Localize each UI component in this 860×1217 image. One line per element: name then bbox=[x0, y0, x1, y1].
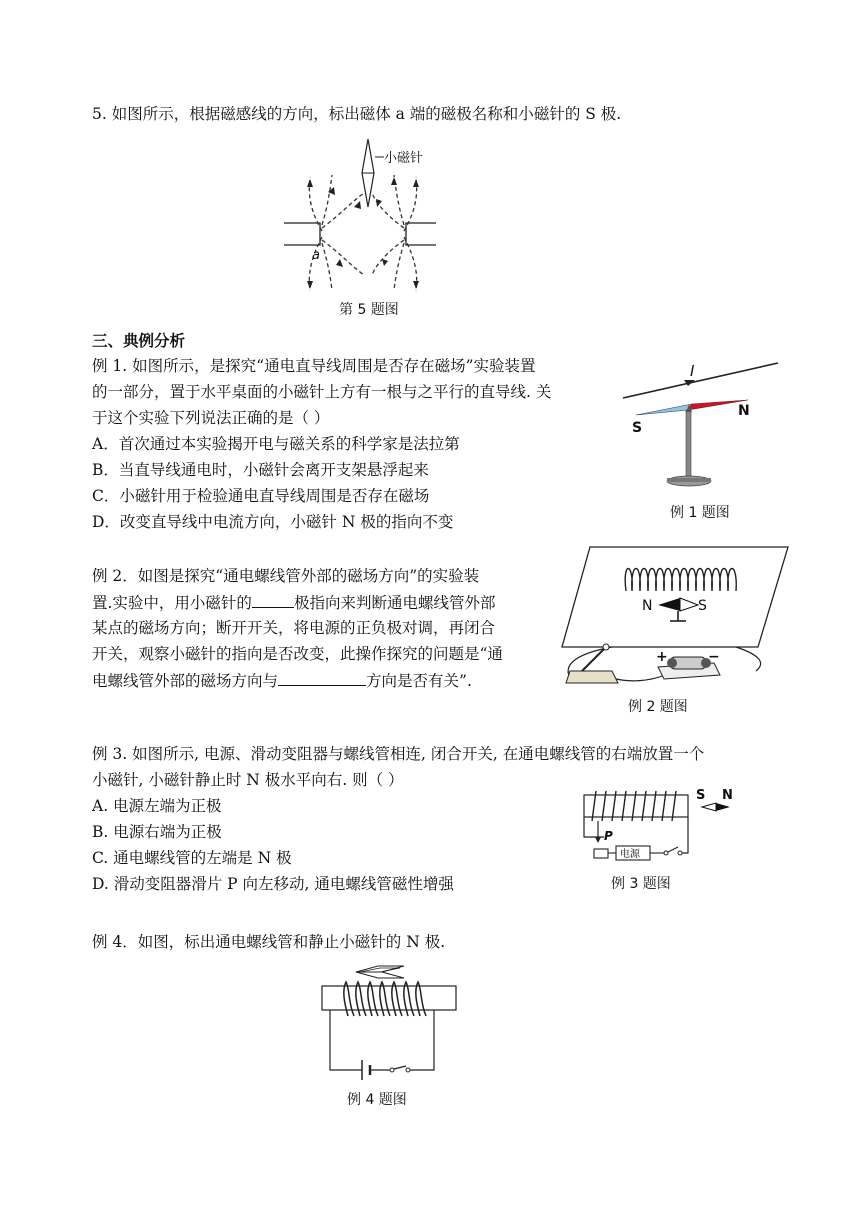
ex2-line-2b: 极指向来判断通电螺线管外部 bbox=[293, 594, 496, 612]
q5-text: 5. 如图所示，根据磁感线的方向，标出磁体 a 端的磁极名称和小磁针的 S 极. bbox=[92, 105, 622, 123]
ex1-caption: 例 1 题图 bbox=[670, 505, 730, 521]
ex3-option-b: B. 电源右端为正极 bbox=[92, 823, 222, 841]
ex3-n-label: N bbox=[722, 788, 733, 803]
ex2-line-5 bbox=[92, 670, 472, 691]
q5-caption: 第 5 题图 bbox=[339, 302, 399, 318]
ex4-figure bbox=[318, 962, 458, 1082]
ex2-plus-label: + bbox=[656, 649, 668, 665]
ex3-caption: 例 3 题图 bbox=[611, 876, 671, 892]
ex1-figure bbox=[620, 360, 780, 495]
ex4-caption: 例 4 题图 bbox=[347, 1092, 407, 1108]
ex3-line-2: 小磁针, 小磁针静止时 N 极水平向右. 则（ ） bbox=[92, 771, 404, 789]
ex2-figure bbox=[560, 543, 790, 693]
ex1-n-label: N bbox=[738, 403, 750, 419]
ex1-s-label: S bbox=[632, 420, 643, 436]
ex1-option-a: A．首次通过本实验揭开电与磁关系的科学家是法拉第 bbox=[92, 435, 460, 453]
ex2-line-2 bbox=[92, 592, 495, 613]
ex2-line-2a: 置.实验中，用小磁针的 bbox=[92, 594, 252, 612]
ex3-p-label: P bbox=[604, 829, 613, 843]
ex3-s-label: S bbox=[696, 788, 706, 803]
ex2-line-4: 开关，观察小磁针的指向是否改变，此操作探究的问题是“通 bbox=[92, 645, 503, 663]
ex1-line-2: 的一部分，置于水平桌面的小磁针上方有一根与之平行的直导线. 关 bbox=[92, 383, 552, 401]
ex2-n-label: N bbox=[642, 598, 653, 614]
ex3-option-c: C. 通电螺线管的左端是 N 极 bbox=[92, 849, 292, 867]
ex3-power-label: 电源 bbox=[620, 849, 640, 860]
ex1-line-1: 例 1. 如图所示，是探究“通电直导线周围是否存在磁场”实验装置 bbox=[92, 357, 536, 375]
q5-needle-label: 小磁针 bbox=[384, 151, 424, 166]
ex3-option-a: A. 电源左端为正极 bbox=[92, 797, 222, 815]
q5-figure bbox=[280, 135, 440, 295]
ex1-line-3: 于这个实验下列说法正确的是（ ） bbox=[92, 409, 330, 427]
ex1-option-c: C．小磁针用于检验通电直导线周围是否存在磁场 bbox=[92, 487, 430, 505]
ex1-current-label: I bbox=[690, 362, 695, 380]
q5-a-label: a bbox=[312, 248, 320, 263]
ex2-caption: 例 2 题图 bbox=[628, 699, 688, 715]
ex2-s-label: S bbox=[698, 598, 707, 614]
ex2-line-1: 例 2．如图是探究“通电螺线管外部的磁场方向”的实验装 bbox=[92, 567, 480, 585]
ex2-line-5b: 方向是否有关”. bbox=[366, 672, 472, 690]
ex2-minus-label: − bbox=[708, 649, 720, 665]
ex4-text: 例 4．如图，标出通电螺线管和静止小磁针的 N 极. bbox=[92, 933, 446, 951]
ex2-blank-2[interactable] bbox=[278, 670, 366, 686]
ex2-line-3: 某点的磁场方向；断开开关，将电源的正负极对调，再闭合 bbox=[92, 619, 496, 637]
ex3-option-d: D. 滑动变阻器滑片 P 向左移动, 通电螺线管磁性增强 bbox=[92, 875, 454, 893]
section-title: 三、典例分析 bbox=[92, 331, 186, 350]
ex1-option-d: D．改变直导线中电流方向，小磁针 N 极的指向不变 bbox=[92, 513, 454, 531]
ex2-blank-1[interactable] bbox=[252, 592, 294, 608]
ex3-line-1: 例 3. 如图所示, 电源、滑动变阻器与螺线管相连, 闭合开关, 在通电螺线管的右端放置一个 bbox=[92, 745, 705, 763]
ex2-line-5a: 电螺线管外部的磁场方向与 bbox=[92, 672, 279, 690]
ex3-figure bbox=[578, 785, 748, 870]
ex1-option-b: B．当直导线通电时，小磁针会离开支架悬浮起来 bbox=[92, 461, 429, 479]
